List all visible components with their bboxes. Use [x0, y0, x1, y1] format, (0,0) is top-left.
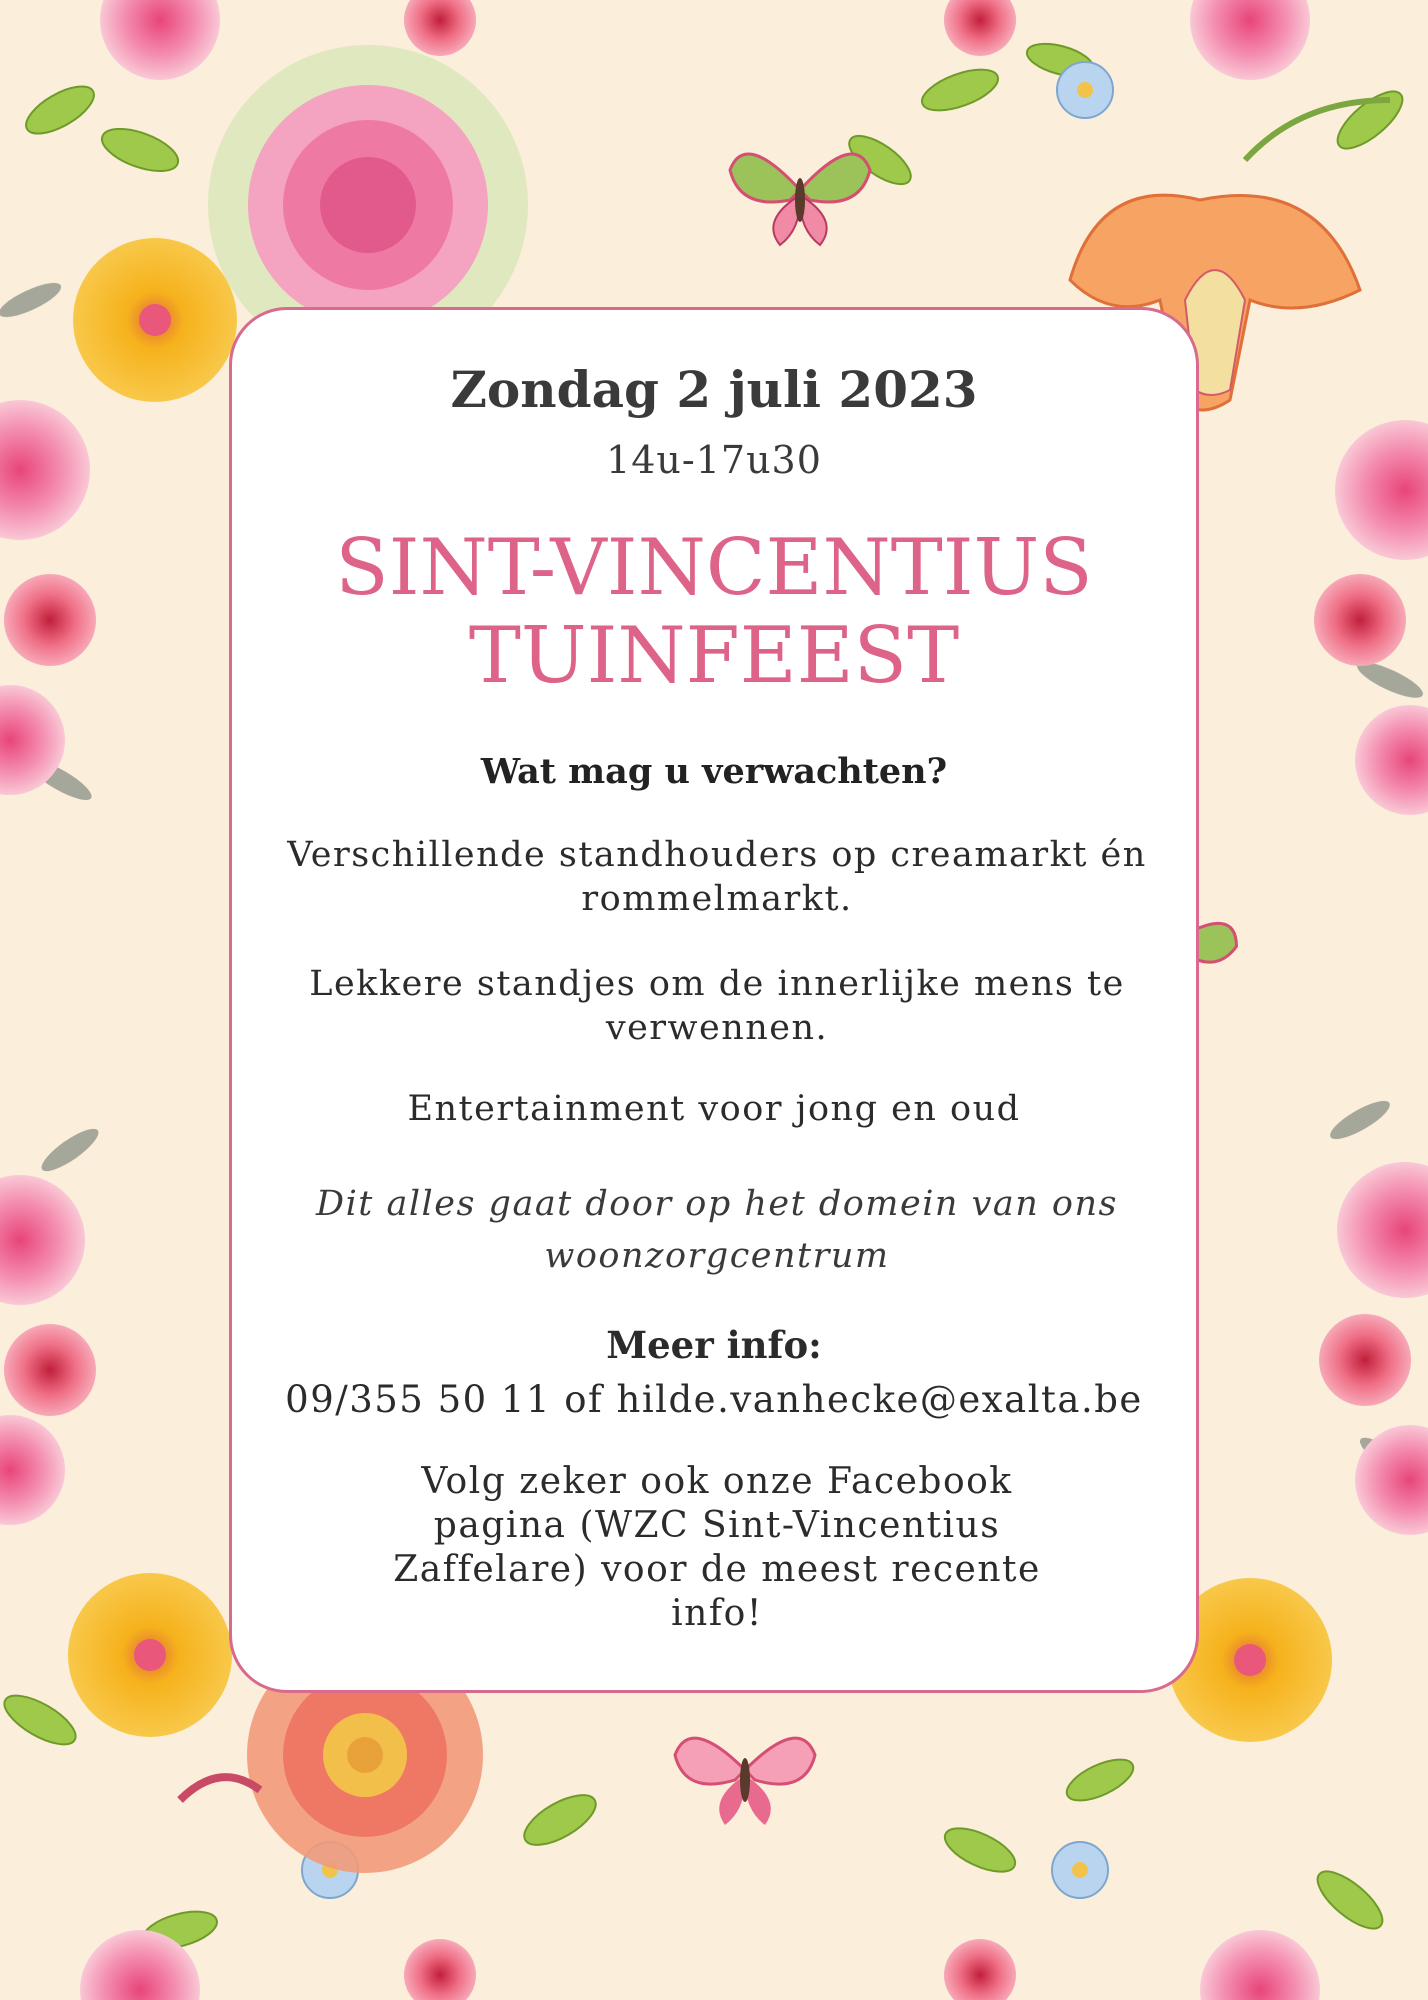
card-content [232, 310, 1196, 1690]
event-card [229, 307, 1199, 1693]
contact-details: 09/355 50 11 of hilde.vanhecke@exalta.be [285, 1378, 1143, 1421]
event-time: 14u-17u30 [606, 438, 822, 482]
event-title-line1: SINT-VINCENTIUS [335, 523, 1093, 613]
program-question: Wat mag u verwachten? [480, 751, 948, 792]
more-info-heading: Meer info: [606, 1323, 822, 1367]
event-title [232, 524, 1196, 700]
event-title-line2: TUINFEEST [468, 611, 960, 701]
program-item-food: Lekkere standjes om de innerlijke mens te verwennen. [309, 964, 1125, 1048]
program-item-market: Verschillende standhouders op creamarkt én rommelmarkt. [287, 835, 1147, 919]
location-note: Dit alles gaat door op het domein van ons woonzorgcentrum [316, 1184, 1118, 1276]
event-date: Zondag 2 juli 2023 [450, 360, 978, 419]
facebook-note: Volg zeker ook onze Facebook pagina (WZC Sint-Vincentius Zaffelare) voor de meest recente info! [393, 1461, 1041, 1634]
program-item-entertainment: Entertainment voor jong en oud [407, 1089, 1021, 1129]
